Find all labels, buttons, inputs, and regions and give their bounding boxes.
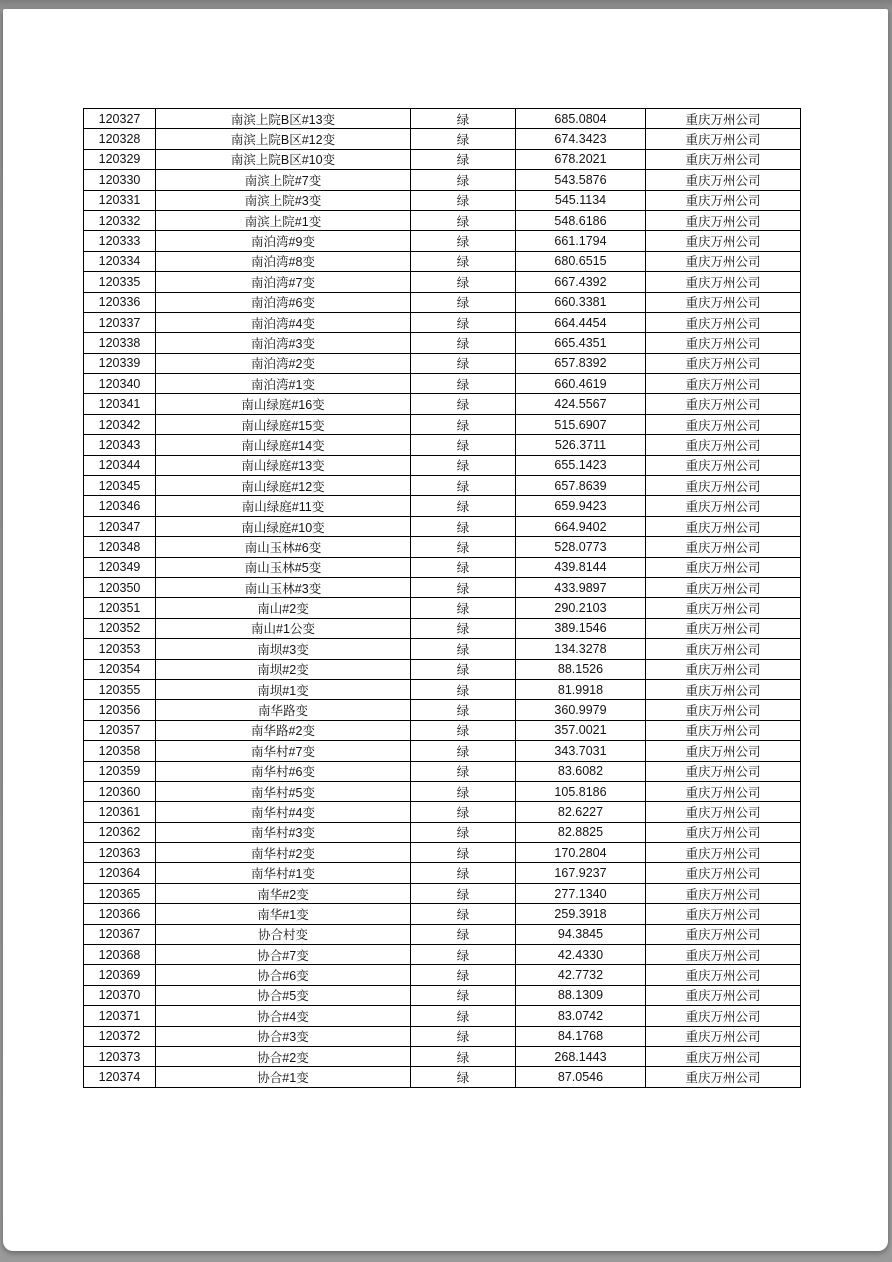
cell-status: 绿 <box>411 251 516 271</box>
cell-station-name: 南山玉林#5变 <box>156 557 411 577</box>
cell-status: 绿 <box>411 618 516 638</box>
cell-station-id: 120359 <box>84 761 156 781</box>
table-row <box>84 272 801 292</box>
table-row <box>84 496 801 516</box>
cell-value: 88.1526 <box>516 659 646 679</box>
cell-value: 343.7031 <box>516 741 646 761</box>
cell-company: 重庆万州公司 <box>646 353 801 373</box>
cell-value: 655.1423 <box>516 455 646 475</box>
table-row <box>84 802 801 822</box>
cell-company: 重庆万州公司 <box>646 1067 801 1087</box>
cell-station-id: 120365 <box>84 883 156 903</box>
cell-station-name: 南山绿庭#12变 <box>156 476 411 496</box>
cell-value: 657.8639 <box>516 476 646 496</box>
table-row <box>84 883 801 903</box>
cell-company: 重庆万州公司 <box>646 700 801 720</box>
cell-station-name: 南坝#3变 <box>156 639 411 659</box>
table-row <box>84 700 801 720</box>
cell-station-name: 南华村#1变 <box>156 863 411 883</box>
cell-station-name: 南滨上院B区#13变 <box>156 109 411 129</box>
cell-company: 重庆万州公司 <box>646 374 801 394</box>
cell-station-name: 协合村变 <box>156 924 411 944</box>
cell-station-name: 南华村#6变 <box>156 761 411 781</box>
cell-status: 绿 <box>411 557 516 577</box>
cell-status: 绿 <box>411 374 516 394</box>
cell-company: 重庆万州公司 <box>646 170 801 190</box>
cell-company: 重庆万州公司 <box>646 741 801 761</box>
cell-station-id: 120351 <box>84 598 156 618</box>
cell-company: 重庆万州公司 <box>646 598 801 618</box>
cell-status: 绿 <box>411 679 516 699</box>
cell-station-name: 南山绿庭#13变 <box>156 455 411 475</box>
cell-station-name: 南滨上院#1变 <box>156 210 411 230</box>
cell-station-name: 南滨上院B区#12变 <box>156 129 411 149</box>
cell-station-id: 120334 <box>84 251 156 271</box>
cell-station-id: 120354 <box>84 659 156 679</box>
cell-company: 重庆万州公司 <box>646 904 801 924</box>
cell-station-id: 120361 <box>84 802 156 822</box>
table-row <box>84 639 801 659</box>
table-row <box>84 1026 801 1046</box>
cell-value: 87.0546 <box>516 1067 646 1087</box>
cell-status: 绿 <box>411 129 516 149</box>
cell-value: 357.0021 <box>516 720 646 740</box>
cell-value: 543.5876 <box>516 170 646 190</box>
cell-station-id: 120362 <box>84 822 156 842</box>
cell-station-name: 南山绿庭#11变 <box>156 496 411 516</box>
cell-station-id: 120345 <box>84 476 156 496</box>
cell-station-id: 120343 <box>84 435 156 455</box>
cell-value: 660.4619 <box>516 374 646 394</box>
cell-station-id: 120337 <box>84 312 156 332</box>
cell-value: 528.0773 <box>516 537 646 557</box>
cell-station-name: 南华#2变 <box>156 883 411 903</box>
table-row <box>84 476 801 496</box>
cell-value: 548.6186 <box>516 210 646 230</box>
cell-value: 665.4351 <box>516 333 646 353</box>
cell-station-id: 120367 <box>84 924 156 944</box>
cell-status: 绿 <box>411 272 516 292</box>
cell-station-id: 120333 <box>84 231 156 251</box>
cell-station-name: 南山玉林#6变 <box>156 537 411 557</box>
cell-status: 绿 <box>411 965 516 985</box>
cell-company: 重庆万州公司 <box>646 251 801 271</box>
cell-value: 667.4392 <box>516 272 646 292</box>
cell-station-name: 南华村#7变 <box>156 741 411 761</box>
table-row <box>84 516 801 536</box>
cell-value: 170.2804 <box>516 843 646 863</box>
cell-station-id: 120364 <box>84 863 156 883</box>
cell-station-name: 南山绿庭#14变 <box>156 435 411 455</box>
cell-value: 268.1443 <box>516 1046 646 1066</box>
cell-company: 重庆万州公司 <box>646 394 801 414</box>
cell-status: 绿 <box>411 170 516 190</box>
cell-status: 绿 <box>411 353 516 373</box>
cell-value: 661.1794 <box>516 231 646 251</box>
cell-value: 259.3918 <box>516 904 646 924</box>
cell-company: 重庆万州公司 <box>646 231 801 251</box>
cell-status: 绿 <box>411 945 516 965</box>
cell-status: 绿 <box>411 476 516 496</box>
cell-station-id: 120363 <box>84 843 156 863</box>
table-row <box>84 435 801 455</box>
table-row <box>84 618 801 638</box>
cell-status: 绿 <box>411 516 516 536</box>
cell-station-id: 120349 <box>84 557 156 577</box>
cell-company: 重庆万州公司 <box>646 639 801 659</box>
cell-station-name: 南华路#2变 <box>156 720 411 740</box>
cell-value: 433.9897 <box>516 577 646 597</box>
cell-station-name: 南华村#3变 <box>156 822 411 842</box>
table-row <box>84 1046 801 1066</box>
cell-station-id: 120356 <box>84 700 156 720</box>
cell-status: 绿 <box>411 1026 516 1046</box>
cell-station-id: 120329 <box>84 149 156 169</box>
cell-value: 82.8825 <box>516 822 646 842</box>
cell-station-name: 协合#3变 <box>156 1026 411 1046</box>
cell-station-id: 120346 <box>84 496 156 516</box>
cell-station-id: 120370 <box>84 985 156 1005</box>
table-row <box>84 924 801 944</box>
cell-station-name: 南滨上院B区#10变 <box>156 149 411 169</box>
cell-company: 重庆万州公司 <box>646 190 801 210</box>
table-row <box>84 761 801 781</box>
cell-station-id: 120352 <box>84 618 156 638</box>
cell-station-id: 120344 <box>84 455 156 475</box>
cell-company: 重庆万州公司 <box>646 129 801 149</box>
cell-company: 重庆万州公司 <box>646 659 801 679</box>
table-row <box>84 557 801 577</box>
cell-value: 81.9918 <box>516 679 646 699</box>
cell-station-name: 协合#2变 <box>156 1046 411 1066</box>
cell-station-name: 南山绿庭#16变 <box>156 394 411 414</box>
cell-value: 84.1768 <box>516 1026 646 1046</box>
cell-status: 绿 <box>411 924 516 944</box>
cell-status: 绿 <box>411 781 516 801</box>
cell-company: 重庆万州公司 <box>646 577 801 597</box>
cell-station-name: 协合#6变 <box>156 965 411 985</box>
table-row <box>84 149 801 169</box>
cell-status: 绿 <box>411 231 516 251</box>
table-row <box>84 945 801 965</box>
cell-value: 83.0742 <box>516 1006 646 1026</box>
cell-company: 重庆万州公司 <box>646 537 801 557</box>
cell-status: 绿 <box>411 190 516 210</box>
table-row <box>84 231 801 251</box>
cell-station-name: 南华路变 <box>156 700 411 720</box>
cell-station-name: 南泊湾#3变 <box>156 333 411 353</box>
cell-station-id: 120366 <box>84 904 156 924</box>
cell-station-name: 南泊湾#9变 <box>156 231 411 251</box>
cell-value: 134.3278 <box>516 639 646 659</box>
cell-station-id: 120338 <box>84 333 156 353</box>
cell-station-name: 南山#2变 <box>156 598 411 618</box>
cell-status: 绿 <box>411 312 516 332</box>
cell-station-name: 协合#7变 <box>156 945 411 965</box>
table-row <box>84 822 801 842</box>
cell-company: 重庆万州公司 <box>646 761 801 781</box>
cell-station-id: 120373 <box>84 1046 156 1066</box>
cell-station-id: 120353 <box>84 639 156 659</box>
cell-value: 88.1309 <box>516 985 646 1005</box>
cell-station-id: 120372 <box>84 1026 156 1046</box>
cell-status: 绿 <box>411 883 516 903</box>
cell-company: 重庆万州公司 <box>646 1026 801 1046</box>
cell-station-id: 120374 <box>84 1067 156 1087</box>
cell-station-name: 协合#1变 <box>156 1067 411 1087</box>
cell-station-id: 120355 <box>84 679 156 699</box>
cell-value: 545.1134 <box>516 190 646 210</box>
cell-station-name: 南泊湾#7变 <box>156 272 411 292</box>
cell-company: 重庆万州公司 <box>646 781 801 801</box>
cell-status: 绿 <box>411 863 516 883</box>
table-row <box>84 985 801 1005</box>
cell-status: 绿 <box>411 149 516 169</box>
data-table <box>83 108 801 1088</box>
table-body <box>84 109 801 1088</box>
cell-status: 绿 <box>411 598 516 618</box>
cell-value: 83.6082 <box>516 761 646 781</box>
table-row <box>84 190 801 210</box>
cell-status: 绿 <box>411 700 516 720</box>
cell-station-name: 南山绿庭#10变 <box>156 516 411 536</box>
cell-value: 389.1546 <box>516 618 646 638</box>
cell-company: 重庆万州公司 <box>646 333 801 353</box>
cell-status: 绿 <box>411 210 516 230</box>
cell-value: 664.4454 <box>516 312 646 332</box>
table-row <box>84 353 801 373</box>
cell-station-name: 南山玉林#3变 <box>156 577 411 597</box>
cell-status: 绿 <box>411 537 516 557</box>
document-page <box>3 9 888 1251</box>
cell-status: 绿 <box>411 1006 516 1026</box>
cell-value: 515.6907 <box>516 414 646 434</box>
cell-status: 绿 <box>411 292 516 312</box>
cell-station-id: 120360 <box>84 781 156 801</box>
cell-value: 167.9237 <box>516 863 646 883</box>
cell-company: 重庆万州公司 <box>646 883 801 903</box>
table-row <box>84 170 801 190</box>
cell-value: 105.8186 <box>516 781 646 801</box>
cell-value: 526.3711 <box>516 435 646 455</box>
cell-company: 重庆万州公司 <box>646 863 801 883</box>
cell-station-name: 南滨上院#7变 <box>156 170 411 190</box>
cell-station-id: 120350 <box>84 577 156 597</box>
cell-station-id: 120336 <box>84 292 156 312</box>
cell-company: 重庆万州公司 <box>646 516 801 536</box>
cell-status: 绿 <box>411 577 516 597</box>
cell-station-id: 120340 <box>84 374 156 394</box>
table-row <box>84 1067 801 1087</box>
cell-value: 82.6227 <box>516 802 646 822</box>
cell-value: 657.8392 <box>516 353 646 373</box>
cell-value: 290.2103 <box>516 598 646 618</box>
cell-company: 重庆万州公司 <box>646 455 801 475</box>
cell-value: 680.6515 <box>516 251 646 271</box>
cell-status: 绿 <box>411 720 516 740</box>
cell-value: 42.7732 <box>516 965 646 985</box>
cell-value: 439.8144 <box>516 557 646 577</box>
cell-company: 重庆万州公司 <box>646 414 801 434</box>
cell-status: 绿 <box>411 109 516 129</box>
cell-status: 绿 <box>411 843 516 863</box>
cell-station-name: 南泊湾#4变 <box>156 312 411 332</box>
cell-station-id: 120368 <box>84 945 156 965</box>
cell-company: 重庆万州公司 <box>646 843 801 863</box>
cell-station-name: 南坝#1变 <box>156 679 411 699</box>
cell-status: 绿 <box>411 435 516 455</box>
cell-station-name: 南泊湾#6变 <box>156 292 411 312</box>
table-row <box>84 374 801 394</box>
cell-company: 重庆万州公司 <box>646 1046 801 1066</box>
cell-status: 绿 <box>411 985 516 1005</box>
table-row <box>84 312 801 332</box>
table-row <box>84 679 801 699</box>
cell-company: 重庆万州公司 <box>646 476 801 496</box>
table-row <box>84 1006 801 1026</box>
cell-station-name: 南泊湾#1变 <box>156 374 411 394</box>
cell-station-name: 协合#4变 <box>156 1006 411 1026</box>
table-row <box>84 210 801 230</box>
cell-station-name: 南泊湾#8变 <box>156 251 411 271</box>
table-row <box>84 863 801 883</box>
table-row <box>84 741 801 761</box>
cell-station-name: 南华村#2变 <box>156 843 411 863</box>
cell-status: 绿 <box>411 639 516 659</box>
cell-station-name: 南华村#5变 <box>156 781 411 801</box>
cell-company: 重庆万州公司 <box>646 210 801 230</box>
table-row <box>84 109 801 129</box>
table-row <box>84 843 801 863</box>
cell-value: 685.0804 <box>516 109 646 129</box>
cell-station-name: 南山#1公变 <box>156 618 411 638</box>
table-row <box>84 904 801 924</box>
cell-company: 重庆万州公司 <box>646 435 801 455</box>
cell-company: 重庆万州公司 <box>646 149 801 169</box>
cell-status: 绿 <box>411 455 516 475</box>
cell-company: 重庆万州公司 <box>646 618 801 638</box>
cell-value: 674.3423 <box>516 129 646 149</box>
cell-value: 664.9402 <box>516 516 646 536</box>
cell-company: 重庆万州公司 <box>646 1006 801 1026</box>
cell-station-id: 120328 <box>84 129 156 149</box>
table-row <box>84 720 801 740</box>
cell-company: 重庆万州公司 <box>646 720 801 740</box>
cell-value: 659.9423 <box>516 496 646 516</box>
cell-station-id: 120342 <box>84 414 156 434</box>
cell-station-id: 120339 <box>84 353 156 373</box>
cell-station-name: 南华#1变 <box>156 904 411 924</box>
cell-company: 重庆万州公司 <box>646 496 801 516</box>
table-row <box>84 414 801 434</box>
cell-station-id: 120348 <box>84 537 156 557</box>
cell-company: 重庆万州公司 <box>646 965 801 985</box>
cell-station-id: 120330 <box>84 170 156 190</box>
cell-status: 绿 <box>411 761 516 781</box>
cell-status: 绿 <box>411 496 516 516</box>
cell-status: 绿 <box>411 741 516 761</box>
cell-station-name: 南坝#2变 <box>156 659 411 679</box>
table-row <box>84 394 801 414</box>
cell-station-id: 120332 <box>84 210 156 230</box>
cell-company: 重庆万州公司 <box>646 557 801 577</box>
cell-company: 重庆万州公司 <box>646 924 801 944</box>
cell-status: 绿 <box>411 394 516 414</box>
cell-station-id: 120371 <box>84 1006 156 1026</box>
table-row <box>84 781 801 801</box>
cell-status: 绿 <box>411 1067 516 1087</box>
cell-status: 绿 <box>411 659 516 679</box>
cell-station-name: 协合#5变 <box>156 985 411 1005</box>
cell-value: 94.3845 <box>516 924 646 944</box>
cell-station-id: 120335 <box>84 272 156 292</box>
cell-company: 重庆万州公司 <box>646 679 801 699</box>
cell-company: 重庆万州公司 <box>646 822 801 842</box>
table-row <box>84 577 801 597</box>
cell-station-id: 120369 <box>84 965 156 985</box>
cell-company: 重庆万州公司 <box>646 292 801 312</box>
cell-status: 绿 <box>411 414 516 434</box>
cell-company: 重庆万州公司 <box>646 109 801 129</box>
table-row <box>84 292 801 312</box>
cell-station-id: 120341 <box>84 394 156 414</box>
cell-status: 绿 <box>411 802 516 822</box>
cell-station-id: 120327 <box>84 109 156 129</box>
cell-value: 660.3381 <box>516 292 646 312</box>
cell-value: 678.2021 <box>516 149 646 169</box>
table-row <box>84 659 801 679</box>
cell-value: 360.9979 <box>516 700 646 720</box>
table-row <box>84 455 801 475</box>
cell-station-name: 南山绿庭#15变 <box>156 414 411 434</box>
cell-value: 42.4330 <box>516 945 646 965</box>
cell-station-id: 120357 <box>84 720 156 740</box>
cell-station-name: 南泊湾#2变 <box>156 353 411 373</box>
cell-station-id: 120331 <box>84 190 156 210</box>
cell-value: 277.1340 <box>516 883 646 903</box>
table-row <box>84 251 801 271</box>
table-row <box>84 333 801 353</box>
cell-status: 绿 <box>411 333 516 353</box>
cell-station-name: 南华村#4变 <box>156 802 411 822</box>
table-row <box>84 537 801 557</box>
cell-status: 绿 <box>411 904 516 924</box>
table-row <box>84 129 801 149</box>
cell-status: 绿 <box>411 822 516 842</box>
table-row <box>84 598 801 618</box>
cell-station-name: 南滨上院#3变 <box>156 190 411 210</box>
cell-station-id: 120358 <box>84 741 156 761</box>
cell-status: 绿 <box>411 1046 516 1066</box>
cell-value: 424.5567 <box>516 394 646 414</box>
cell-company: 重庆万州公司 <box>646 272 801 292</box>
cell-company: 重庆万州公司 <box>646 985 801 1005</box>
table-row <box>84 965 801 985</box>
cell-company: 重庆万州公司 <box>646 312 801 332</box>
cell-company: 重庆万州公司 <box>646 945 801 965</box>
cell-station-id: 120347 <box>84 516 156 536</box>
cell-company: 重庆万州公司 <box>646 802 801 822</box>
